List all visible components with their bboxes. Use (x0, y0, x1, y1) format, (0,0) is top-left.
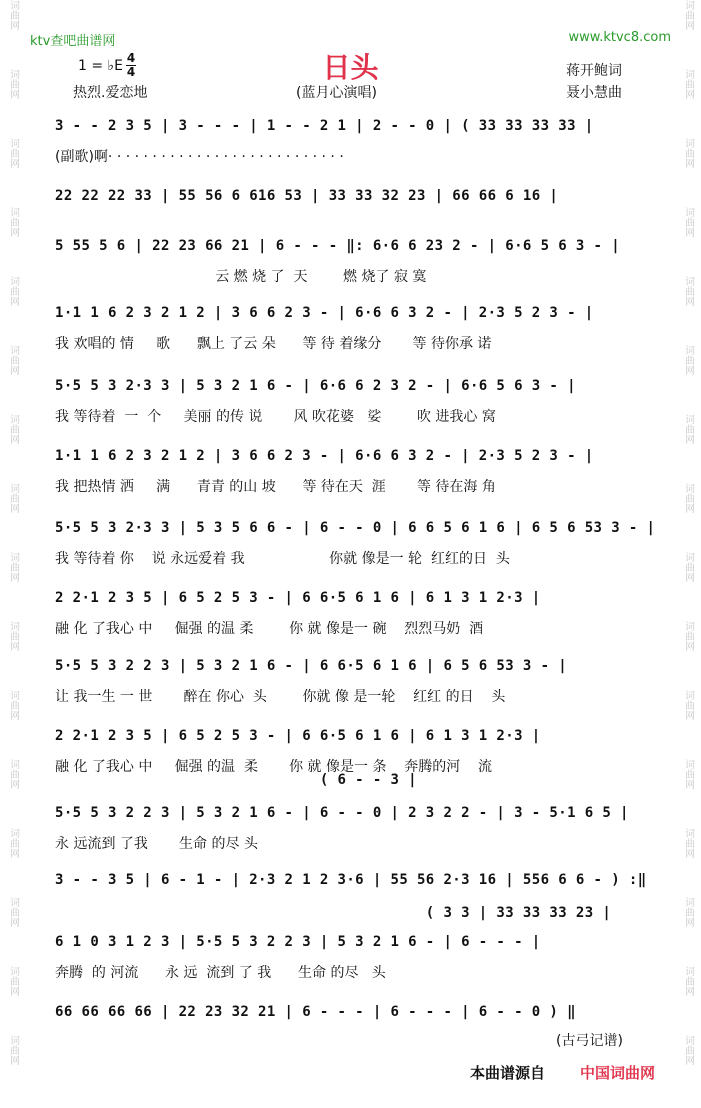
key-signature: 1 = ♭E (78, 58, 123, 74)
score-notes: 5·5 5 3 2 2 3 | 5 3 2 1 6 - | 6 - - 0 | 2 3 2 2 - | 3 - 5·1 6 5 | (55, 805, 629, 821)
watermark-text: 词曲网 (682, 690, 694, 720)
time-bottom: 4 (126, 65, 136, 79)
score-notes: 3 - - 2 3 5 | 3 - - - | 1 - - 2 1 | 2 - - 0 | ( 33 33 33 33 | (55, 118, 594, 134)
score-notes: 2 2·1 2 3 5 | 6 5 2 5 3 - | 6 6·5 6 1 6 | 6 1 3 1 2·3 | (55, 728, 541, 744)
score-lyrics: 我 欢唱的 情 歌 飘上 了云 朵 等 待 着缘分 等 待你承 诺 (55, 336, 492, 352)
score-notes: 2 2·1 2 3 5 | 6 5 2 5 3 - | 6 6·5 6 1 6 | 6 1 3 1 2·3 | (55, 590, 541, 606)
score-lyrics: 我 等待着 一 个 美丽 的传 说 风 吹花婆 娑 吹 进我心 窝 (55, 409, 496, 425)
watermark-text: 词曲网 (682, 483, 694, 513)
watermark-text: 词曲网 (682, 69, 694, 99)
score-notes: 5·5 5 3 2 2 3 | 5 3 2 1 6 - | 6 6·5 6 1 6 | 6 5 6 53 3 - | (55, 658, 568, 674)
score-lyrics: 奔腾 的 河流 永 远 流到 了 我 生命 的尽 头 (55, 965, 386, 981)
watermark-text: 词曲网 (7, 552, 19, 582)
score-lyrics: 让 我一生 一 世 醉在 你心 头 你就 像 是一轮 红红 的日 头 (55, 689, 506, 705)
watermark-text: 词曲网 (7, 483, 19, 513)
score-lyrics: (副歌)啊· · · · · · · · · · · · · · · · · · · · · · · · · · · (55, 149, 344, 165)
watermark-text: 词曲网 (682, 138, 694, 168)
score-notes: 5·5 5 3 2·3 3 | 5 3 2 1 6 - | 6·6 6 2 3 2 - | 6·6 5 6 3 - | (55, 378, 576, 394)
song-title: 日头 (322, 51, 379, 84)
watermark-text: 词曲网 (682, 345, 694, 375)
score-notes: ( 3 3 | 33 33 33 23 | (55, 905, 612, 921)
watermark-text: 词曲网 (682, 897, 694, 927)
watermark-text: 词曲网 (7, 0, 19, 30)
score-notes: 5 55 5 6 | 22 23 66 21 | 6 - - - ‖: 6·6 6 23 2 - | 6·6 5 6 3 - | (55, 238, 621, 254)
lyricist: 蒋开鲍词 (566, 63, 622, 79)
watermark-text: 词曲网 (7, 759, 19, 789)
footer-label: 本曲谱源自 (470, 1064, 546, 1082)
watermark-text: 词曲网 (682, 1035, 694, 1065)
watermark-text: 词曲网 (7, 1035, 19, 1065)
time-top: 4 (126, 51, 136, 65)
watermark-text: 词曲网 (7, 345, 19, 375)
watermark-text: 词曲网 (7, 276, 19, 306)
score-notes: 3 - - 3 5 | 6 - 1 - | 2·3 2 1 2 3·6 | 55 56 2·3 16 | 556 6 6 - ) :‖ (55, 872, 647, 888)
score-notes: 1·1 1 6 2 3 2 1 2 | 3 6 6 2 3 - | 6·6 6 3 2 - | 2·3 5 2 3 - | (55, 305, 594, 321)
score-lyrics: 云 燃 烧 了 天 燃 烧了 寂 寞 (55, 269, 427, 285)
score-lyrics: 我 等待着 你 说 永远爱着 我 你就 像是一 轮 红红的日 头 (55, 551, 510, 567)
watermark-text: 词曲网 (7, 690, 19, 720)
watermark-text: 词曲网 (682, 966, 694, 996)
site-link-right[interactable]: www.ktvc8.com (568, 30, 671, 45)
watermark-text: 词曲网 (7, 966, 19, 996)
watermark-text: 词曲网 (682, 276, 694, 306)
mood: 热烈.爱恋地 (73, 85, 148, 101)
watermark-right (677, 0, 699, 1108)
watermark-text: 词曲网 (682, 759, 694, 789)
watermark-text: 词曲网 (7, 828, 19, 858)
watermark-text: 词曲网 (7, 897, 19, 927)
score-notes: ( 6 - - 3 | (55, 772, 417, 788)
watermark-text: 词曲网 (682, 414, 694, 444)
watermark-text: 词曲网 (7, 138, 19, 168)
score-notes: 5·5 5 3 2·3 3 | 5 3 5 6 6 - | 6 - - 0 | 6 6 5 6 1 6 | 6 5 6 53 3 - | (55, 520, 656, 536)
singer: (蓝月心演唱) (296, 85, 377, 101)
watermark-text: 词曲网 (682, 0, 694, 30)
watermark-text: 词曲网 (7, 414, 19, 444)
score-lyrics: 永 远流到 了我 生命 的尽 头 (55, 836, 258, 852)
watermark-left (2, 0, 24, 1108)
watermark-text: 词曲网 (682, 828, 694, 858)
watermark-text: 词曲网 (7, 621, 19, 651)
score-notes: 6 1 0 3 1 2 3 | 5·5 5 3 2 2 3 | 5 3 2 1 6 - | 6 - - - | (55, 934, 541, 950)
watermark-text: 词曲网 (682, 621, 694, 651)
score-lyrics: 融 化 了我心 中 倔强 的温 柔 你 就 像是一 碗 烈烈马奶 酒 (55, 621, 484, 637)
watermark-text: 词曲网 (7, 207, 19, 237)
transcriber-note: (古弓记谱) (556, 1033, 623, 1049)
site-link-left[interactable]: ktv查吧曲谱网 (30, 34, 116, 49)
composer: 聂小慧曲 (566, 85, 622, 101)
score-lyrics: 融 化 了我心 中 倔强 的温 柔 你 就 像是一 条 奔腾的河 流 (55, 759, 493, 775)
watermark-text: 词曲网 (682, 552, 694, 582)
score-lyrics: 我 把热情 洒 满 青青 的山 坡 等 待在天 涯 等 待在海 角 (55, 479, 496, 495)
time-signature (126, 52, 136, 79)
footer-site[interactable]: 中国词曲网 (580, 1064, 656, 1082)
score-notes: 66 66 66 66 | 22 23 32 21 | 6 - - - | 6 - - - | 6 - - 0 ) ‖ (55, 1004, 576, 1020)
score-notes: 22 22 22 33 | 55 56 6 616 53 | 33 33 32 23 | 66 66 6 16 | (55, 188, 559, 204)
watermark-text: 词曲网 (682, 207, 694, 237)
watermark-text: 词曲网 (7, 69, 19, 99)
score-notes: 1·1 1 6 2 3 2 1 2 | 3 6 6 2 3 - | 6·6 6 3 2 - | 2·3 5 2 3 - | (55, 448, 594, 464)
